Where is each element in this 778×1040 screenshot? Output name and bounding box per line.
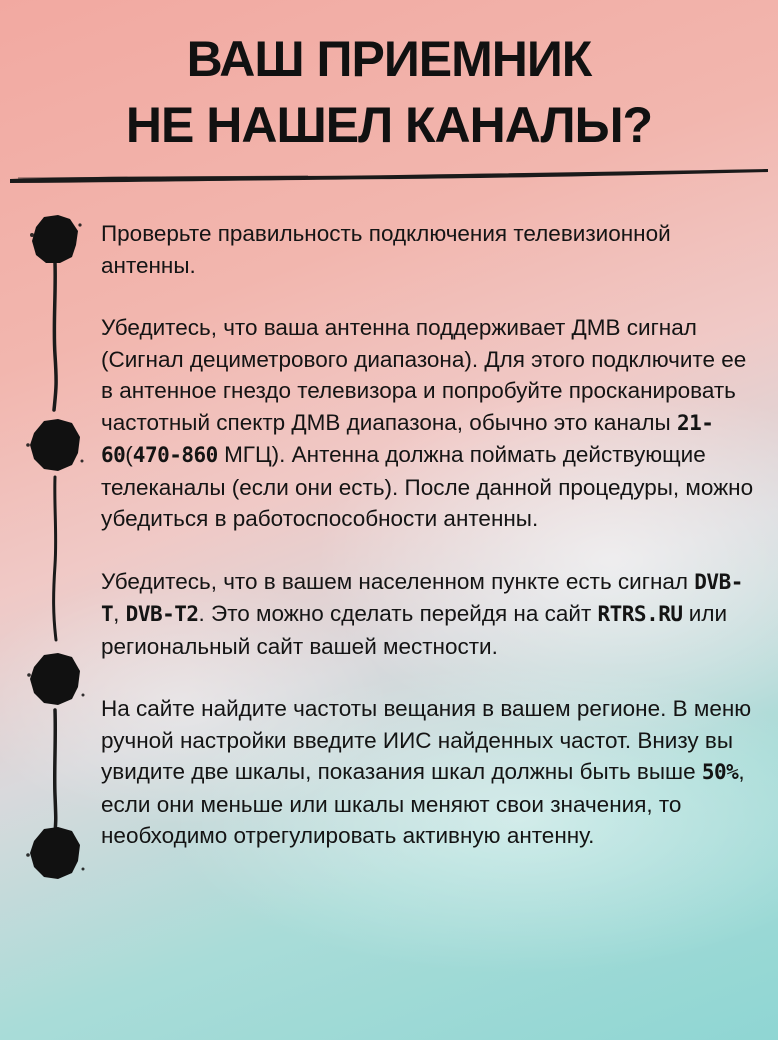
site-link-rtrs: RTRS.RU bbox=[597, 602, 683, 626]
standard-dvb-t: DVB-T bbox=[101, 569, 743, 626]
steps-text bbox=[101, 218, 761, 883]
step-marker-3 bbox=[30, 653, 80, 705]
step-marker-4 bbox=[30, 827, 80, 879]
threshold-percent: 50% bbox=[701, 760, 739, 784]
standard-dvb-t2: DVB-T2 bbox=[125, 602, 199, 626]
step-text-4: На сайте найдите частоты вещания в вашем регионе. В меню ручной настройки введите ИИС найденных частот. Внизу вы увидите две шкалы, показания шкал должны быть выше 50%, если они меньше или шкалы меняют свои значения, то необходимо отрегулировать активную антенну. bbox=[101, 696, 752, 848]
step-text-2: Убедитесь, что ваша антенна поддерживает ДМВ сигнал (Сигнал дециметрового диапазона). Для этого подключите ее в антенное гнездо телевизора и попробуйте просканировать частотный спектр ДМВ диапазона, обычно это каналы 21-60(470-860 МГЦ). Антенна должна поймать действующие телеканалы (если они есть). После данной процедуры, можно убедиться в работоспособности антенны. bbox=[101, 315, 754, 531]
channel-range: 21-60 bbox=[101, 410, 714, 467]
page-title bbox=[0, 26, 778, 158]
step-text-3: Убедитесь, что в вашем населенном пункте есть сигнал DVB-T, DVB-T2. Это можно сделать перейдя на сайт RTRS.RU или региональный сайт вашей местности. bbox=[101, 568, 743, 659]
steps-timeline bbox=[20, 205, 90, 905]
step-text-1: Проверьте правильность подключения телевизионной антенны. bbox=[101, 221, 671, 278]
timeline-line bbox=[54, 263, 56, 833]
title-line-1: ВАШ ПРИЕМНИК bbox=[186, 31, 592, 87]
frequency-range: 470-860 bbox=[132, 443, 218, 467]
step-marker-1 bbox=[32, 215, 78, 263]
step-marker-2 bbox=[30, 419, 80, 471]
brush-divider bbox=[8, 166, 770, 186]
title-line-2: НЕ НАШЕЛ КАНАЛЫ? bbox=[125, 97, 653, 153]
